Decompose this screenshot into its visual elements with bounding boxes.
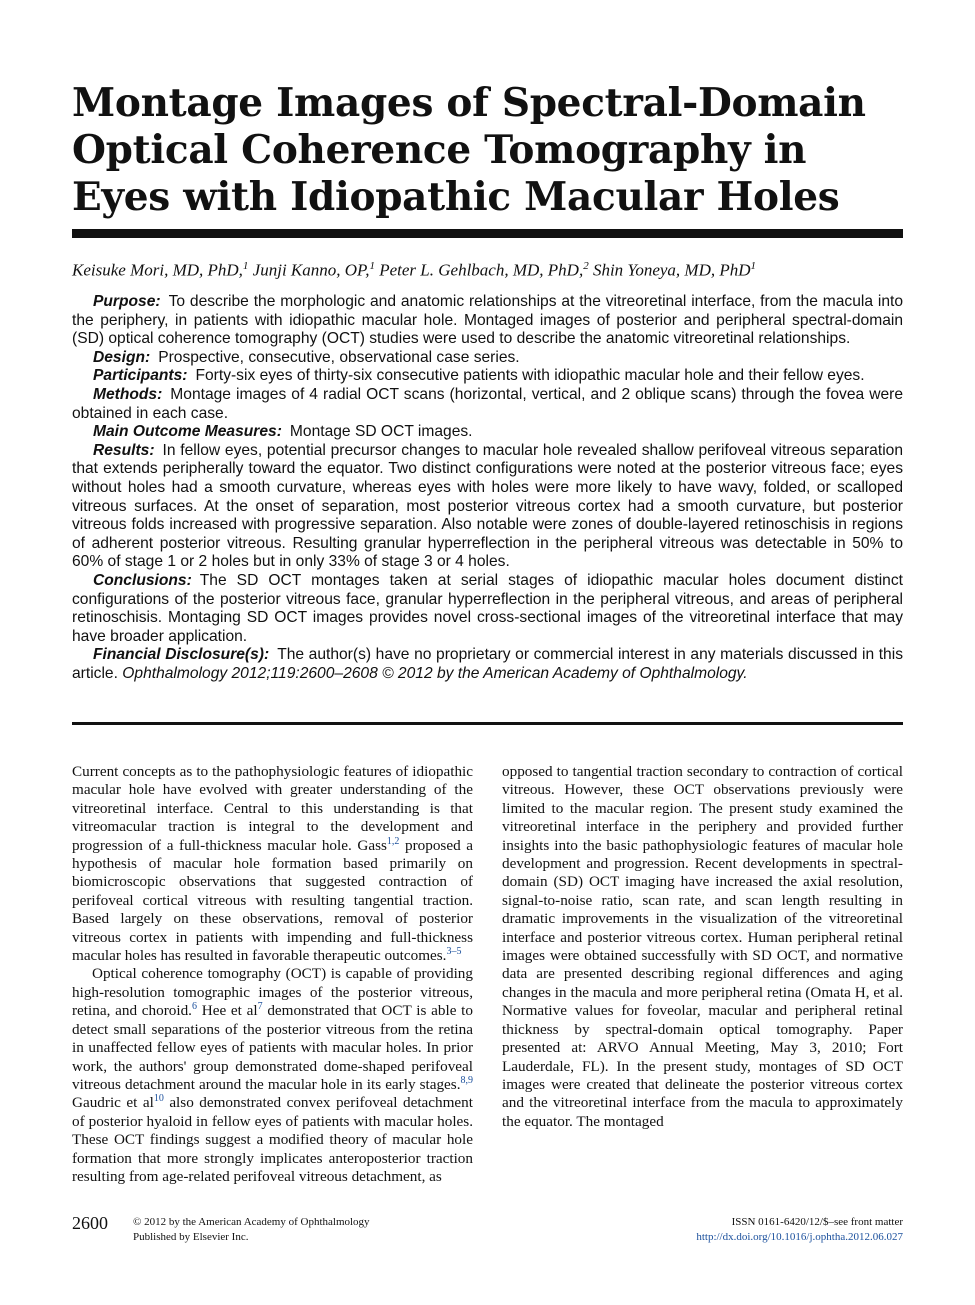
body-text: Optical coherence tomography (OCT) is capable of providing high-resolution tomographic images of the posterior vitreous, retina, and choroid.	[72, 965, 473, 1020]
publisher-line: Published by Elsevier Inc.	[133, 1231, 249, 1243]
section-text: The SD OCT montages taken at serial stages of idiopathic macular holes document distinct configurations of the posterior vitreous face, granular hyperreflection in the peripheral vitreous, and areas of peripheral retinoschisis. Montaging SD OCT images provides novel cross-sectional images of the vitreoretinal interface that may have broader application.	[72, 571, 903, 645]
abstract-design	[72, 349, 903, 368]
section-text: Forty-six eyes of thirty-six consecutive patients with idiopathic macular hole and their fellow eyes.	[195, 367, 865, 385]
abstract-disclosure	[72, 646, 903, 683]
body-paragraph-continued: opposed to tangential traction secondary to contraction of cortical vitreous. However, these OCT observations previously were limited to the macular region. The present study examined the vitreoretinal interface in the periphery and provided further insights into the basic pathophysiologic features of macular hole development and progression. Recent developments in spectral-domain (SD) OCT imaging have increased the axial resolution, signal-to-noise ratio, scan rate, and scan length resulting in dramatic improvements in the visualization of the vitreoretinal interface and posterior vitreous cortex. Human peripheral retinal images were obtained successfully with SD OCT, and normative data are presented describing regional differences and aging changes in the macula and more peripheral retina (Omata H, et al. Normative values for foveolar, macular and peripheral retinal thickness by spectral-domain optical tomography. Paper presented at: ARVO Annual Meeting, May 3, 2010; Fort Lauderdale, FL). In the present study, montages of SD OCT images were created that delineate the posterior vitreous cortex and the vitreoretinal interface from the macula to approximately the equator. The montaged	[502, 763, 903, 1130]
doi-link[interactable]: http://dx.doi.org/10.1016/j.ophtha.2012.06.027	[696, 1231, 903, 1243]
footer-left	[133, 1215, 370, 1245]
body-paragraph	[72, 965, 473, 1186]
section-label: Participants:	[93, 367, 188, 385]
body-text: Gaudric et al	[72, 1094, 154, 1112]
body-text: demonstrated that OCT is able to detect small separations of the posterior vitreous from the retina in unaffected fellow eyes of patients with macular holes. In prior work, the authors' group demonstrated dome-shaped perifoveal vitreous detachment around the macular hole in its early stages.	[72, 1002, 473, 1093]
abstract-outcome	[72, 423, 903, 442]
author-name: Keisuke Mori, MD, PhD,	[72, 260, 243, 280]
abstract-participants	[72, 367, 903, 386]
section-text: Montage SD OCT images.	[289, 423, 473, 441]
reference-link[interactable]: 10	[153, 1093, 164, 1105]
section-label: Methods:	[93, 385, 163, 403]
affiliation-mark: 1	[750, 260, 757, 272]
section-text: To describe the morphologic and anatomic relationships at the vitreoretinal interface, from the macula into the periphery, in patients with idiopathic macular hole. Montaged images of posterior and peripheral spectral-domain (SD) optical coherence tomography (OCT) studies were used to describe the anatomic vitreoretinal relationships.	[72, 293, 903, 348]
affiliation-mark: 1	[242, 260, 249, 272]
author-name: Peter L. Gehlbach, MD, PhD,	[379, 260, 584, 280]
abstract-results	[72, 442, 903, 572]
page-number: 2600	[72, 1213, 108, 1233]
abstract-methods	[72, 386, 903, 423]
section-label: Purpose:	[93, 293, 161, 310]
abstract	[72, 293, 903, 683]
issn-line: ISSN 0161-6420/12/$–see front matter	[731, 1216, 903, 1228]
section-text: Montage images of 4 radial OCT scans (horizontal, vertical, and 2 oblique scans) through the fovea were obtained in each case.	[72, 385, 903, 422]
reference-link[interactable]: 6	[191, 1001, 197, 1013]
reference-link[interactable]: 1,2	[386, 835, 400, 847]
section-label: Main Outcome Measures:	[93, 423, 282, 441]
section-label: Results:	[93, 441, 155, 459]
body-text-continued: also demonstrated convex perifoveal detachment of posterior hyaloid in fellow eyes of patients with macular holes. These OCT findings suggest a modified theory of macular hole formation that more strongly implicates anteroposterior traction resulting from age-related perifoveal vitreous detachment, as	[72, 1094, 473, 1185]
reference-link[interactable]: 7	[257, 1001, 263, 1013]
author-name: Shin Yoneya, MD, PhD	[592, 260, 751, 280]
article-title: Montage Images of Spectral-Domain Optical Coherence Tomography in Eyes with Idiopathic Macular Holes	[72, 80, 866, 220]
author-list	[72, 255, 903, 282]
section-text: In fellow eyes, potential precursor changes to macular hole revealed shallow perifoveal vitreous separation that extends peripherally toward the equator. Two distinct configurations were noted at the posterior vitreous face; eyes without holes had a smooth curvature, whereas eyes with holes were more likely to have wavy, folded, or scalloped vitreous surfaces. At the onset of separation, most posterior vitreous cortex had a smooth curvature, but posterior vitreous folds increased with progressive separation. Also notable were zones of double-layered retinoschisis in regions of adherent posterior vitreous. Resulting granular hyperreflection in the peripheral vitreous was detectable in 50% to 60% of stage 1 or 2 holes but in only 33% of stage 3 or 4 holes.	[72, 441, 903, 571]
section-label: Financial Disclosure(s):	[93, 646, 270, 664]
abstract-purpose	[72, 293, 903, 349]
journal-citation: Ophthalmology 2012;119:2600–2608 © 2012 by the American Academy of Ophthalmology.	[122, 664, 748, 682]
body-text: Current concepts as to the pathophysiologic features of idiopathic macular hole have evolved with greater understanding of the vitreoretinal interface. Central to this understanding is that vitreomacular traction is integral to the development and progression of a full-thickness macular hole. Gass	[72, 763, 473, 854]
affiliation-mark: 1	[369, 260, 375, 272]
body-paragraph	[72, 763, 473, 965]
body-column-left	[72, 763, 473, 1191]
body-column-right	[502, 763, 903, 1191]
reference-link[interactable]: 3–5	[446, 946, 462, 957]
title-rule	[72, 229, 903, 238]
body-text: proposed a hypothesis of macular hole formation based primarily on biomicroscopic observations that suggested contraction of perifoveal cortical vitreous with resulting tangential traction. Based largely on these observations, removal of posterior vitreous cortex in patients with impending and full-thickness macular holes has resulted in favorable therapeutic outcomes.	[72, 836, 473, 965]
abstract-rule	[72, 722, 903, 725]
section-label: Conclusions:	[93, 571, 192, 589]
section-label: Design:	[93, 348, 151, 366]
reference-link[interactable]: 8,9	[460, 1074, 473, 1086]
abstract-conclusions	[72, 572, 903, 646]
copyright-line: © 2012 by the American Academy of Ophthalmology	[133, 1216, 370, 1228]
body-text: Hee et al	[196, 1002, 258, 1020]
footer-right	[696, 1215, 903, 1245]
section-text: Prospective, consecutive, observational case series.	[158, 348, 520, 366]
affiliation-mark: 2	[583, 260, 589, 272]
author-name: Junji Kanno, OP,	[252, 260, 370, 280]
section-text: The author(s) have no proprietary or commercial interest in any materials discussed in this article.	[72, 646, 903, 682]
